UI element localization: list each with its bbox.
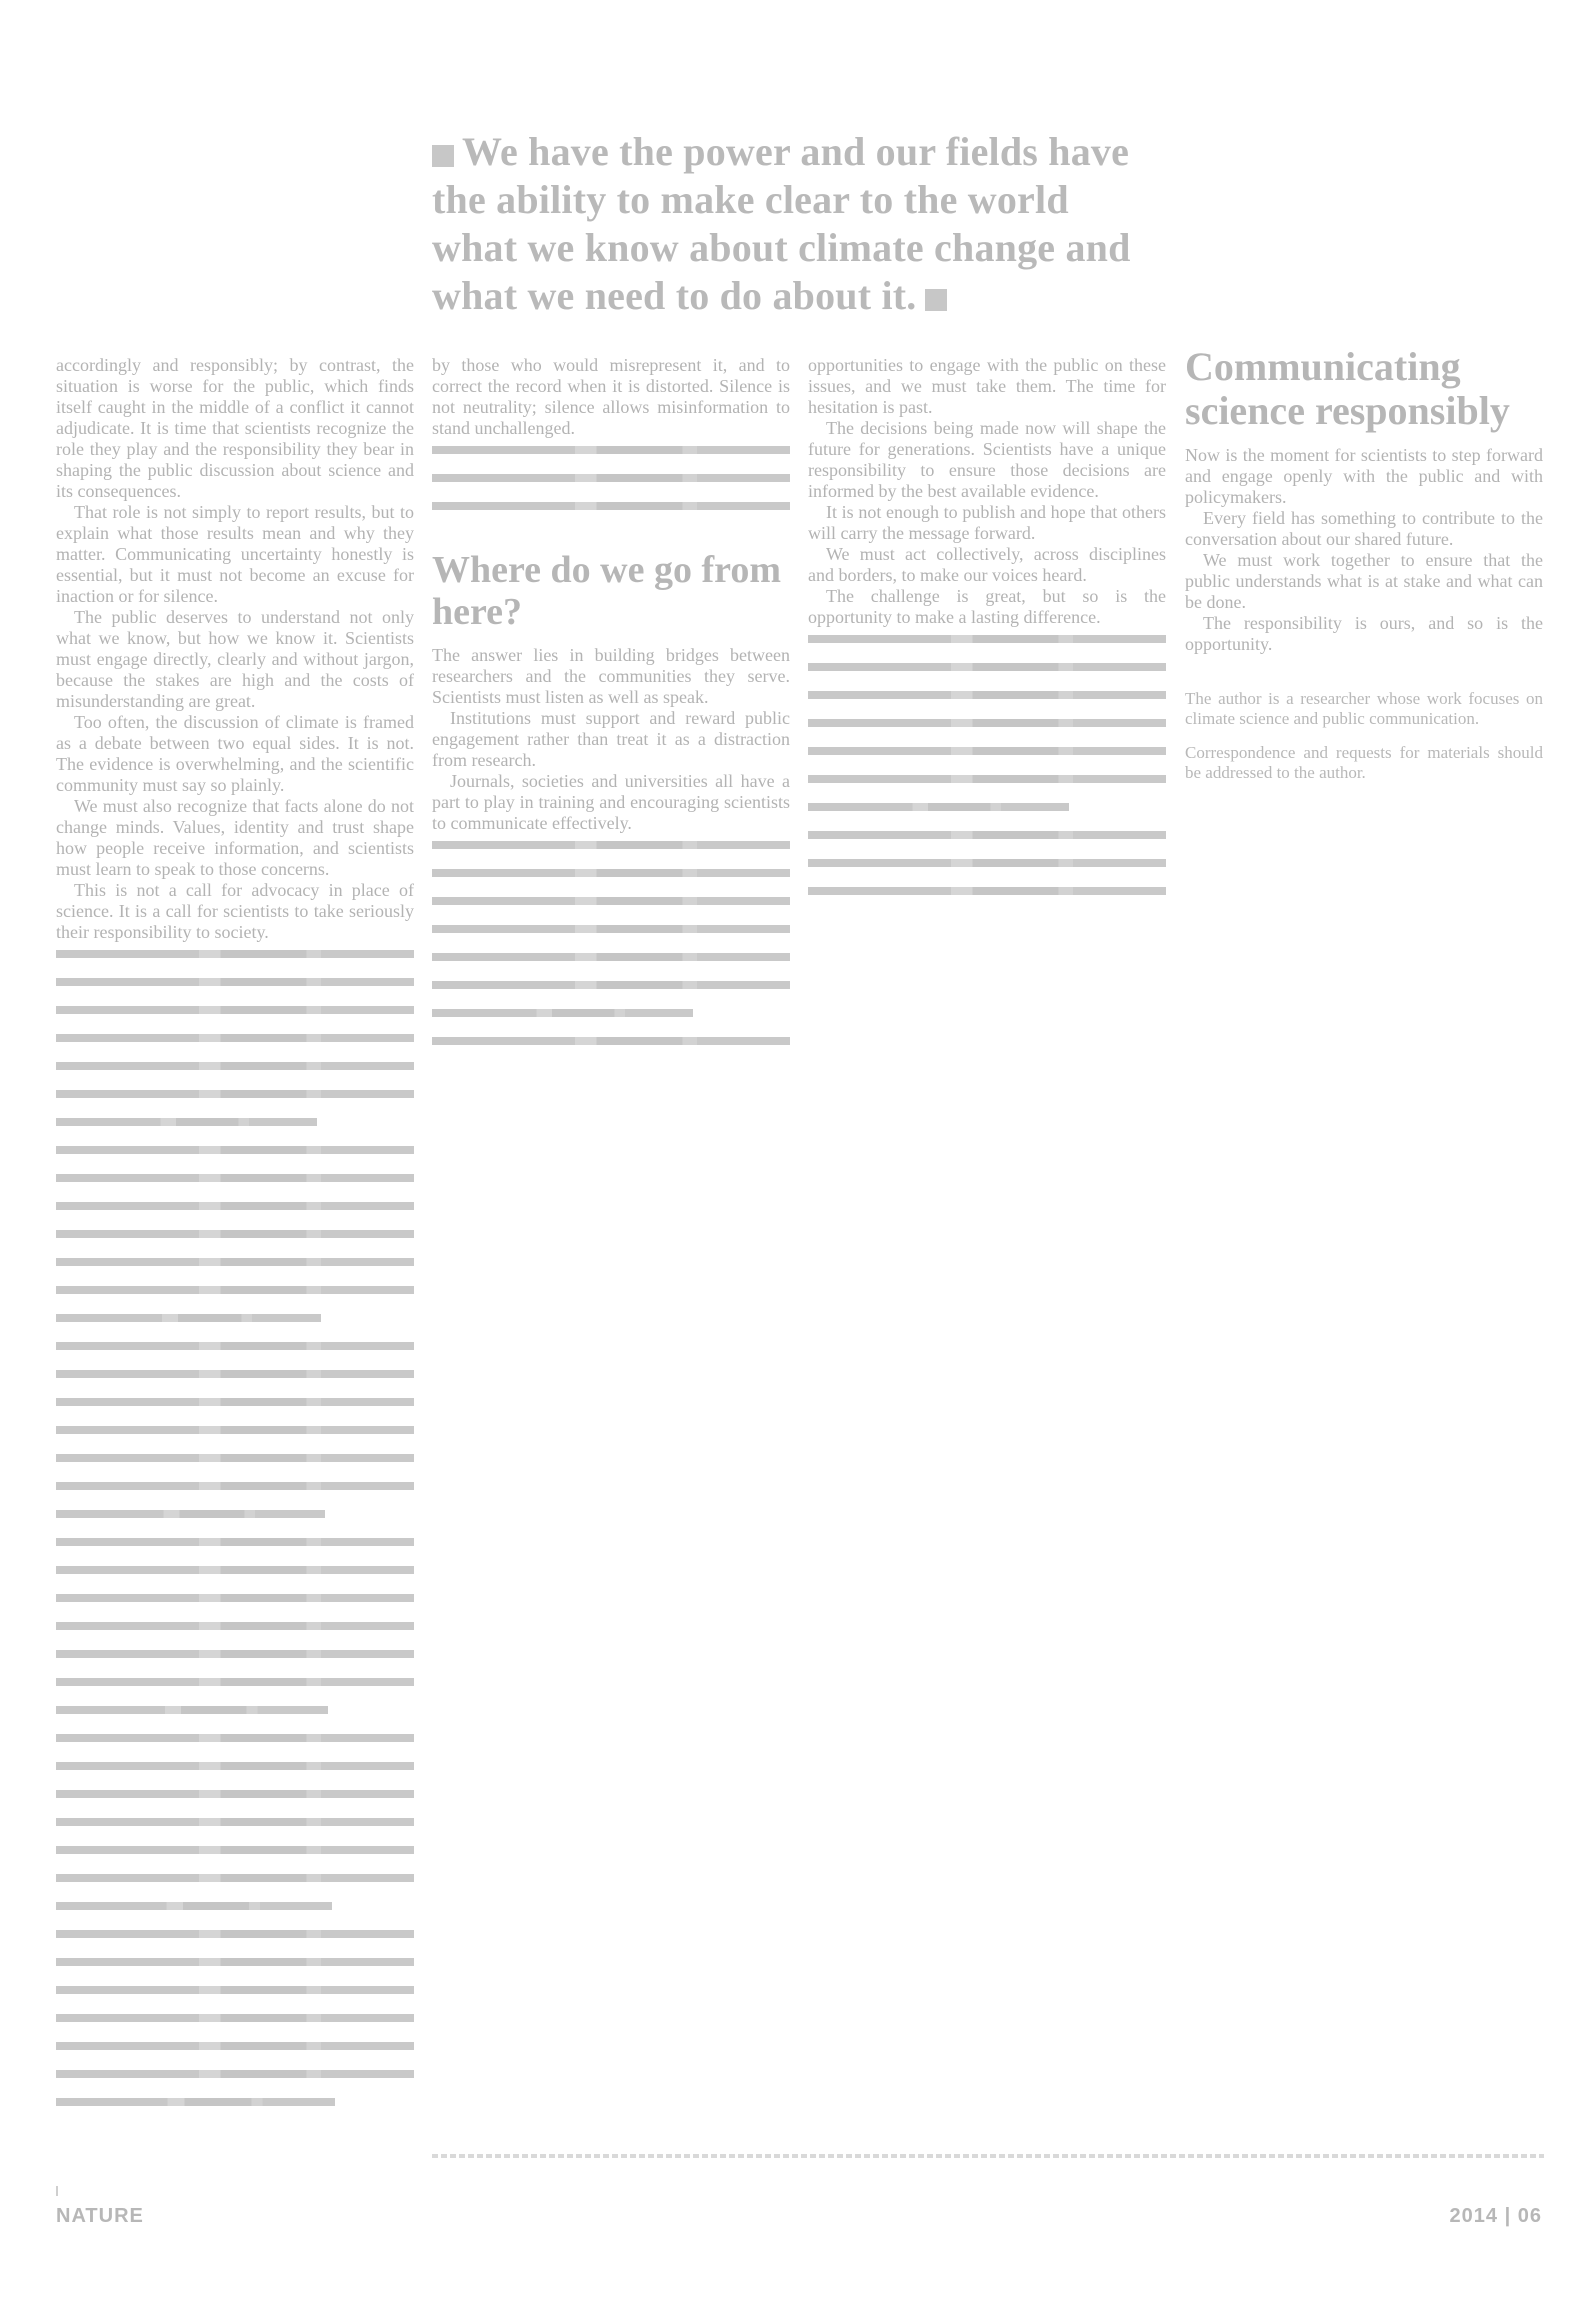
faint-text-line <box>56 1146 414 1167</box>
faint-text-line <box>56 1566 414 1587</box>
col4-paragraph-3: We must work together to ensure that the public understands what is at stake and what can be done. <box>1185 550 1543 612</box>
col4-paragraph-2: Every field has something to contribute to the conversation about our shared future. <box>1185 508 1543 549</box>
faint-text-line <box>808 831 1166 852</box>
column-4 <box>1185 345 1543 783</box>
folio-left: NATURE <box>56 2205 144 2227</box>
faint-text-line <box>56 1454 414 1475</box>
col1-paragraph-3: The public deserves to understand not only what we know, but how we know it. Scientists must engage directly, clearly and without jargon, because the stakes are high and the costs of misunderstanding are great. <box>56 607 414 711</box>
faint-text-line <box>808 859 1166 880</box>
col3-paragraph-5: The challenge is great, but so is the opportunity to make a lasting difference. <box>808 586 1166 627</box>
faint-text-line <box>432 474 790 495</box>
faint-text-line <box>808 635 1166 656</box>
faint-text-line <box>56 1846 414 1867</box>
faint-text-line <box>56 1062 414 1083</box>
faint-text-line <box>56 1314 414 1335</box>
faint-text-line <box>56 1286 414 1307</box>
col2-paragraph-2: The answer lies in building bridges between researchers and the communities they serve. Scientists must listen as well as speak. <box>432 645 790 707</box>
faint-text-line <box>56 1174 414 1195</box>
col2-continued-text-b <box>432 841 790 1058</box>
faint-text-line <box>432 841 790 862</box>
column-2 <box>432 355 790 1058</box>
faint-text-line <box>56 1902 414 1923</box>
col3-paragraph-3: It is not enough to publish and hope that others will carry the message forward. <box>808 502 1166 543</box>
faint-text-line <box>432 446 790 467</box>
faint-text-line <box>56 1678 414 1699</box>
faint-text-line <box>432 953 790 974</box>
faint-text-line <box>56 1342 414 1363</box>
folio-right: 2014 | 06 <box>1449 2205 1542 2227</box>
faint-text-line <box>432 925 790 946</box>
faint-text-line <box>56 2098 414 2119</box>
faint-text-line <box>808 887 1166 908</box>
faint-text-line <box>56 978 414 999</box>
faint-text-line <box>56 1538 414 1559</box>
faint-text-line <box>56 1510 414 1531</box>
col2-paragraph-1: by those who would misrepresent it, and to correct the record when it is distorted. Silence is not neutrality; silence allows misinformation to stand unchallenged. <box>432 355 790 438</box>
faint-text-line <box>56 2070 414 2091</box>
col1-paragraph-5: We must also recognize that facts alone do not change minds. Values, identity and trust shape how people receive information, and scientists must learn to speak to those concerns. <box>56 796 414 879</box>
faint-text-line <box>808 803 1166 824</box>
col2-paragraph-4: Journals, societies and universities all have a part to play in training and encouraging scientists to communicate effectively. <box>432 771 790 833</box>
faint-text-line <box>56 1006 414 1027</box>
faint-text-line <box>432 981 790 1002</box>
faint-text-line <box>56 2014 414 2035</box>
col4-paragraph-1: Now is the moment for scientists to step forward and engage openly with the public and with policymakers. <box>1185 445 1543 507</box>
col2-paragraph-3: Institutions must support and reward public engagement rather than treat it as a distraction from research. <box>432 708 790 770</box>
faint-text-line <box>56 1202 414 1223</box>
faint-text-line <box>432 502 790 523</box>
faint-text-line <box>808 775 1166 796</box>
col4-subhead: Communicating science responsibly <box>1185 344 1510 433</box>
faint-text-line <box>56 1230 414 1251</box>
faint-text-line <box>56 1482 414 1503</box>
faint-text-line <box>56 1734 414 1755</box>
col1-paragraph-2: That role is not simply to report results, but to explain what those results mean and why they matter. Communicating uncertainty honestly is essential, but it must not become an excuse for inaction or for silence. <box>56 502 414 606</box>
faint-text-line <box>56 1118 414 1139</box>
column-1 <box>56 355 414 2119</box>
col1-paragraph-6: This is not a call for advocacy in place of science. It is a call for scientists to take seriously their responsibility to society. <box>56 880 414 942</box>
author-bio <box>1185 689 1543 783</box>
faint-text-line <box>56 2042 414 2063</box>
faint-text-line <box>56 950 414 971</box>
col3-paragraph-4: We must act collectively, across disciplines and borders, to make our voices heard. <box>808 544 1166 585</box>
faint-text-line <box>56 1622 414 1643</box>
faint-text-line <box>808 747 1166 768</box>
faint-text-line <box>432 869 790 890</box>
col3-paragraph-2: The decisions being made now will shape the future for generations. Scientists have a unique responsibility to ensure those decisions are informed by the best available evidence. <box>808 418 1166 501</box>
faint-text-line <box>56 1034 414 1055</box>
col3-continued-text <box>808 635 1166 908</box>
column-3 <box>808 355 1166 908</box>
faint-text-line <box>56 1818 414 1839</box>
quote-close-icon <box>925 289 947 311</box>
faint-text-line <box>56 1398 414 1419</box>
faint-text-line <box>56 1594 414 1615</box>
folio-tick <box>56 2186 58 2196</box>
faint-text-line <box>432 1009 790 1030</box>
faint-text-line <box>56 1958 414 1979</box>
faint-text-line <box>56 1762 414 1783</box>
quote-open-icon <box>432 145 454 167</box>
pull-quote <box>432 128 1132 320</box>
col1-continued-text <box>56 950 414 2119</box>
faint-text-line <box>56 1370 414 1391</box>
faint-text-line <box>56 1874 414 1895</box>
faint-text-line <box>56 1426 414 1447</box>
faint-text-line <box>432 1037 790 1058</box>
author-bio-line-1: The author is a researcher whose work focuses on climate science and public communication. <box>1185 689 1543 728</box>
col3-paragraph-1: opportunities to engage with the public on these issues, and we must take them. The time for hesitation is past. <box>808 355 1166 417</box>
col1-paragraph-1: accordingly and responsibly; by contrast, the situation is worse for the public, which finds itself caught in the middle of a conflict it cannot adjudicate. It is time that scientists recognize the role they play and the responsibility they bear in shaping the public discussion about science and its consequences. <box>56 355 414 501</box>
faint-text-line <box>56 1790 414 1811</box>
col2-continued-text <box>432 446 790 523</box>
faint-text-line <box>56 1090 414 1111</box>
col1-paragraph-4: Too often, the discussion of climate is framed as a debate between two equal sides. It is not. The evidence is overwhelming, and the scientific community must say so plainly. <box>56 712 414 795</box>
faint-text-line <box>808 691 1166 712</box>
faint-text-line <box>56 1258 414 1279</box>
faint-text-line <box>808 719 1166 740</box>
faint-text-line <box>56 1930 414 1951</box>
bottom-rule <box>432 2154 1544 2158</box>
author-bio-line-2: Correspondence and requests for materials should be addressed to the author. <box>1185 743 1543 782</box>
faint-text-line <box>808 663 1166 684</box>
col4-paragraph-4: The responsibility is ours, and so is the opportunity. <box>1185 613 1543 654</box>
pull-quote-text: We have the power and our fields have the ability to make clear to the world what we know about climate change and what we need to do about it. <box>432 129 1131 318</box>
faint-text-line <box>56 1986 414 2007</box>
col2-subhead: Where do we go from here? <box>432 549 781 633</box>
faint-text-line <box>432 897 790 918</box>
faint-text-line <box>56 1706 414 1727</box>
faint-text-line <box>56 1650 414 1671</box>
